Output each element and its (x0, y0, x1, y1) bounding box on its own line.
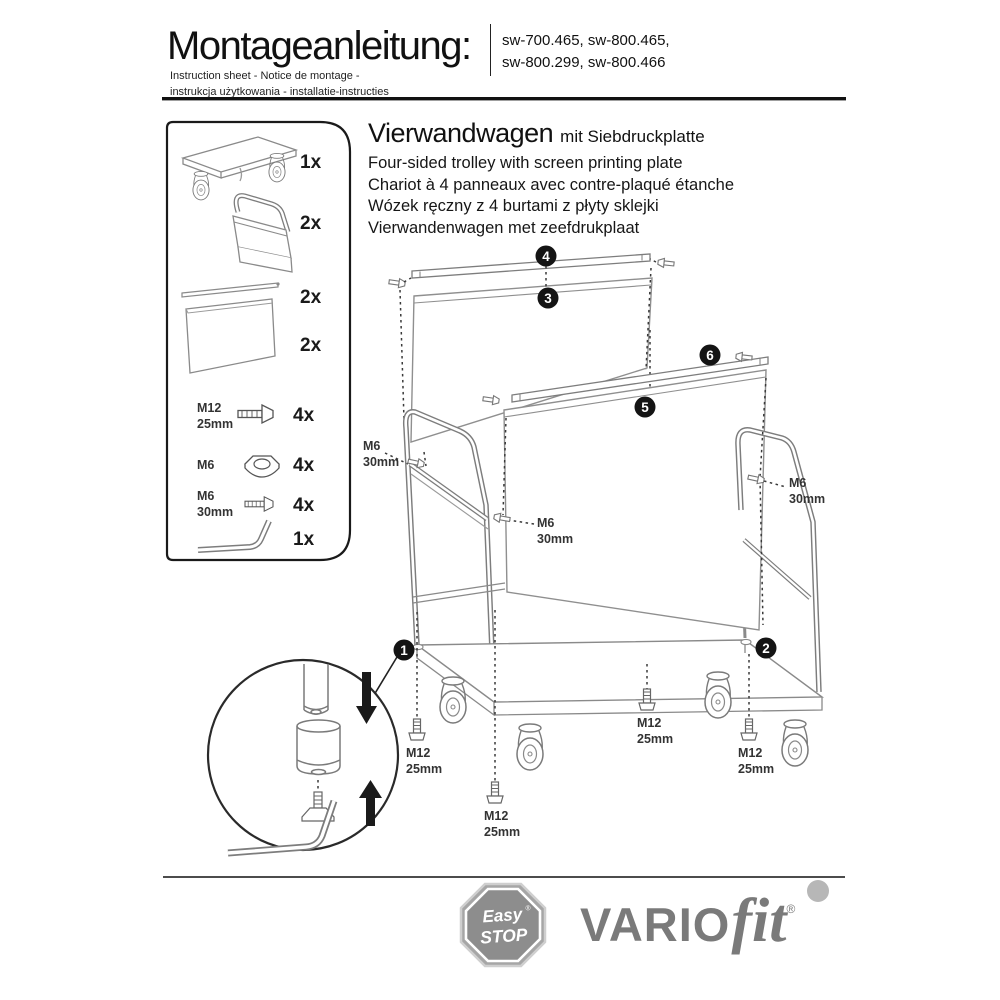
m12-label: 25mm (484, 825, 521, 839)
callout-4 (536, 246, 557, 267)
svg-text:6: 6 (706, 348, 714, 363)
part-qty: 4x (293, 405, 315, 426)
header-subtitle-1: Instruction sheet - Notice de montage - (170, 70, 360, 82)
product-subtitle-pl: Wózek ręczny z 4 burtami z płyty sklejki (368, 197, 659, 215)
easystop-registered-mark: ® (525, 905, 531, 913)
m6-label: 30mm (789, 492, 826, 506)
m12-screw-glyph (741, 719, 757, 740)
part-qty: 2x (300, 287, 322, 308)
product-subtitle-fr: Chariot à 4 panneaux avec contre-plaqué étanche (368, 175, 735, 194)
part-qty: 4x (293, 495, 315, 516)
easystop-line1: Easy (481, 904, 523, 927)
m12-label: M12 (406, 746, 431, 760)
m12-screw-icon (238, 405, 273, 423)
callout-6 (700, 345, 721, 366)
m6-label: M6 (363, 439, 381, 453)
part-numbers (502, 30, 670, 74)
m6-label: M6 (789, 476, 807, 490)
part-end-wall-icon (233, 196, 292, 272)
part-label: 25mm (197, 417, 234, 431)
part-qty: 2x (300, 213, 322, 234)
assembly-detail-circle (208, 660, 398, 853)
m6-label: 30mm (363, 455, 400, 469)
product-title-block (368, 118, 838, 239)
part-qty: 1x (293, 529, 315, 550)
product-title (368, 118, 838, 149)
callout-5 (635, 397, 656, 418)
part-qty: 1x (300, 152, 322, 173)
part-label: M6 (197, 458, 215, 472)
part-side-panel-icon (186, 299, 275, 373)
part-numbers-line1: sw-700.465, sw-800.465, (502, 32, 670, 49)
m12-labels (406, 716, 774, 839)
trolley-exploded-view (363, 246, 825, 840)
svg-text:4: 4 (542, 249, 550, 264)
product-title-suffix: mit Siebdruckplatte (560, 127, 705, 146)
part-numbers-line2: sw-800.299, sw-800.466 (502, 54, 666, 71)
variofit-dot (807, 880, 829, 902)
variofit-logo (580, 886, 795, 976)
part-label: M12 (197, 401, 222, 415)
page-title: Montageanleitung: (167, 24, 471, 68)
svg-text:1: 1 (400, 643, 408, 658)
part-label: 30mm (197, 505, 234, 519)
header-subtitle-2: instrukcja użytkowania - installatie-instructies (170, 86, 389, 98)
callout-2 (756, 638, 777, 659)
bushing (297, 720, 340, 775)
m12-screw-glyph (487, 782, 503, 803)
m6-label: M6 (537, 516, 555, 530)
header-divider (490, 24, 491, 76)
parts-list-box (167, 122, 350, 560)
allen-key-icon (198, 521, 269, 550)
m6-label: 30mm (537, 532, 574, 546)
easystop-logo (461, 884, 545, 966)
m12-label: 25mm (637, 732, 674, 746)
part-qty: 2x (300, 335, 322, 356)
m12-label: 25mm (738, 762, 775, 776)
variofit-wordmark-regular: VARIO (580, 898, 731, 951)
variofit-wordmark-italic: fit (731, 887, 787, 955)
m6-nut-icon (245, 456, 279, 477)
top-bar-4 (412, 254, 650, 278)
svg-text:2: 2 (762, 641, 770, 656)
callout-3 (538, 288, 559, 309)
m12-label: 25mm (406, 762, 443, 776)
easystop-line2: STOP (479, 924, 529, 948)
m12-screw-glyph (409, 719, 425, 740)
svg-text:5: 5 (641, 400, 649, 415)
product-subtitle-en: Four-sided trolley with screen printing plate (368, 154, 683, 172)
product-subtitle-nl: Vierwandenwagen met zeefdrukplaat (368, 218, 640, 237)
product-title-main: Vierwandwagen (368, 118, 554, 148)
svg-text:3: 3 (544, 291, 552, 306)
product-subtitles (368, 153, 838, 239)
exploded-front-wall (482, 352, 768, 630)
m12-label: M12 (738, 746, 763, 760)
m12-label: M12 (637, 716, 662, 730)
part-base-trolley-icon (183, 137, 296, 200)
variofit-registered-mark: ® (786, 902, 796, 916)
callout-1 (394, 640, 415, 661)
m6-screw-icon (245, 497, 273, 511)
part-label: M6 (197, 489, 215, 503)
part-qty: 4x (293, 455, 315, 476)
part-top-bar-icon (182, 282, 280, 297)
m12-label: M12 (484, 809, 509, 823)
